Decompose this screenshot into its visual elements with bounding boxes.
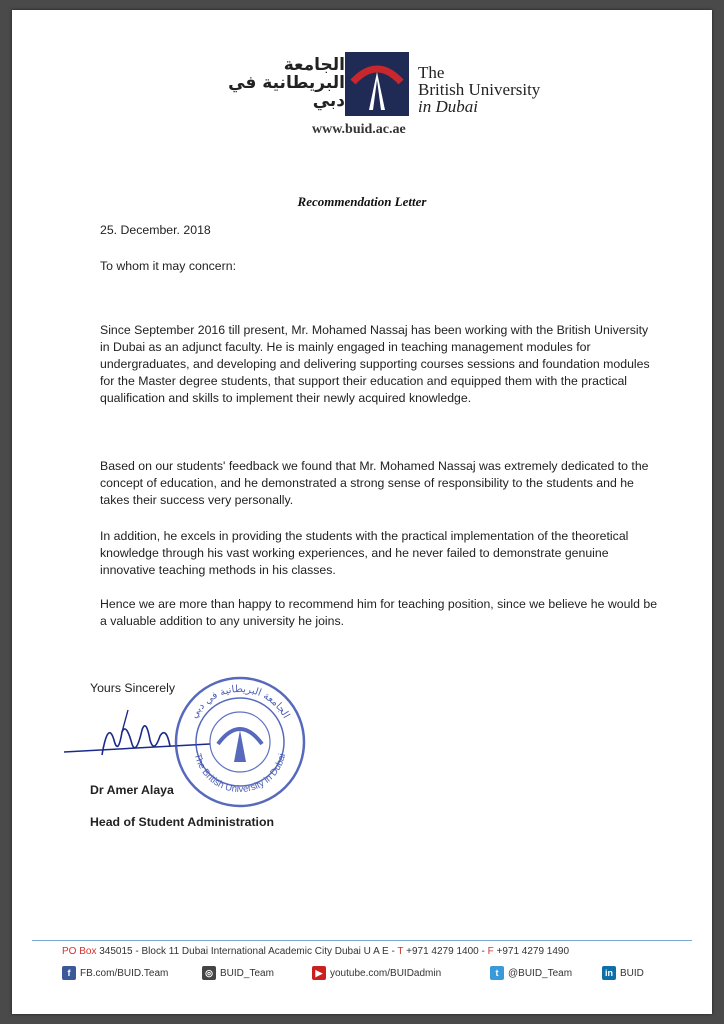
arabic-name [228,56,345,110]
instagram-handle: BUID_Team [220,967,274,979]
tel-label: T [397,946,404,957]
english-name-line: in Dubai [418,97,478,116]
twitter-link[interactable] [490,966,572,980]
youtube-link[interactable] [312,966,441,980]
english-name-line: The [418,63,445,82]
po-box-number: 345015 [99,946,133,957]
letter-greeting: To whom it may concern: [100,259,236,273]
po-box-label: PO Box [62,946,97,957]
signer-title: Head of Student Administration [90,815,274,829]
street-address: Block 11 Dubai International Academic City Dubai U A E [141,946,389,957]
english-name-line: British University [418,80,541,99]
english-name [418,64,540,115]
arabic-name-line: البريطانية في [228,73,345,93]
letter-title: Recommendation Letter [297,194,427,209]
twitter-handle: @BUID_Team [508,967,573,979]
fax-label: F [487,946,494,957]
linkedin-handle: BUID [620,967,644,979]
facebook-handle: FB.com/BUID.Team [80,967,169,979]
tel-number: +971 4279 1400 [406,946,479,957]
letter-date: 25. December. 2018 [100,223,211,237]
youtube-icon: ▶ [312,966,326,980]
instagram-link[interactable] [202,966,274,980]
signer-name: Dr Amer Alaya [90,783,174,797]
body-paragraph: Hence we are more than happy to recommend him for teaching position, since we believe he would be a valuable addition to any university he joins. [100,597,658,628]
body-paragraph: Since September 2016 till present, Mr. Mohamed Nassaj has been working with the British University in Dubai as an adjunct faculty. He is mainly engaged in teaching management modules for undergraduates, and developing and delivering supporting courses sessions and foundation modules for the Master degree students, that support their education and equipped them with the practical qualification and skills to implement their newly acquired knowledge. [100,323,650,405]
stamp-arabic-text: الجامعة البريطانية في دبي [188,683,292,721]
linkedin-icon: in [602,966,616,980]
arabic-name-line: دبي [312,91,345,111]
body-paragraph: In addition, he excels in providing the students with the practical implementation of the theoretical knowledge through his vast working experiences, and he never failed to demonstrate genuine innovative teaching methods in his classes. [100,529,629,577]
website-link[interactable]: www.buid.ac.ae [312,122,406,137]
closing-salutation: Yours Sincerely [90,681,175,695]
footer-address: PO Box 345015 - Block 11 Dubai International Academic City Dubai U A E - T +971 4279 1400 - F +971 4279 1490 [62,946,570,957]
footer-divider [32,940,692,941]
youtube-handle: youtube.com/BUIDadmin [330,967,442,979]
body-paragraph: Based on our students' feedback we found that Mr. Mohamed Nassaj was extremely dedicated to the concept of education, and he demonstrated a strong sense of responsibility to the students and he takes their success very personally. [100,459,649,507]
facebook-icon: f [62,966,76,980]
university-logo [200,52,560,137]
twitter-icon: t [490,966,504,980]
instagram-icon: ◎ [202,966,216,980]
signature-block [90,774,274,838]
arabic-name-line: الجامعة [283,55,345,75]
letter-page [12,10,712,1014]
linkedin-link[interactable] [602,966,644,980]
university-emblem-icon [345,52,409,116]
facebook-link[interactable] [62,966,168,980]
stamp-english-text: The British University in Dubai [191,752,289,796]
fax-number: +971 4279 1490 [496,946,570,957]
